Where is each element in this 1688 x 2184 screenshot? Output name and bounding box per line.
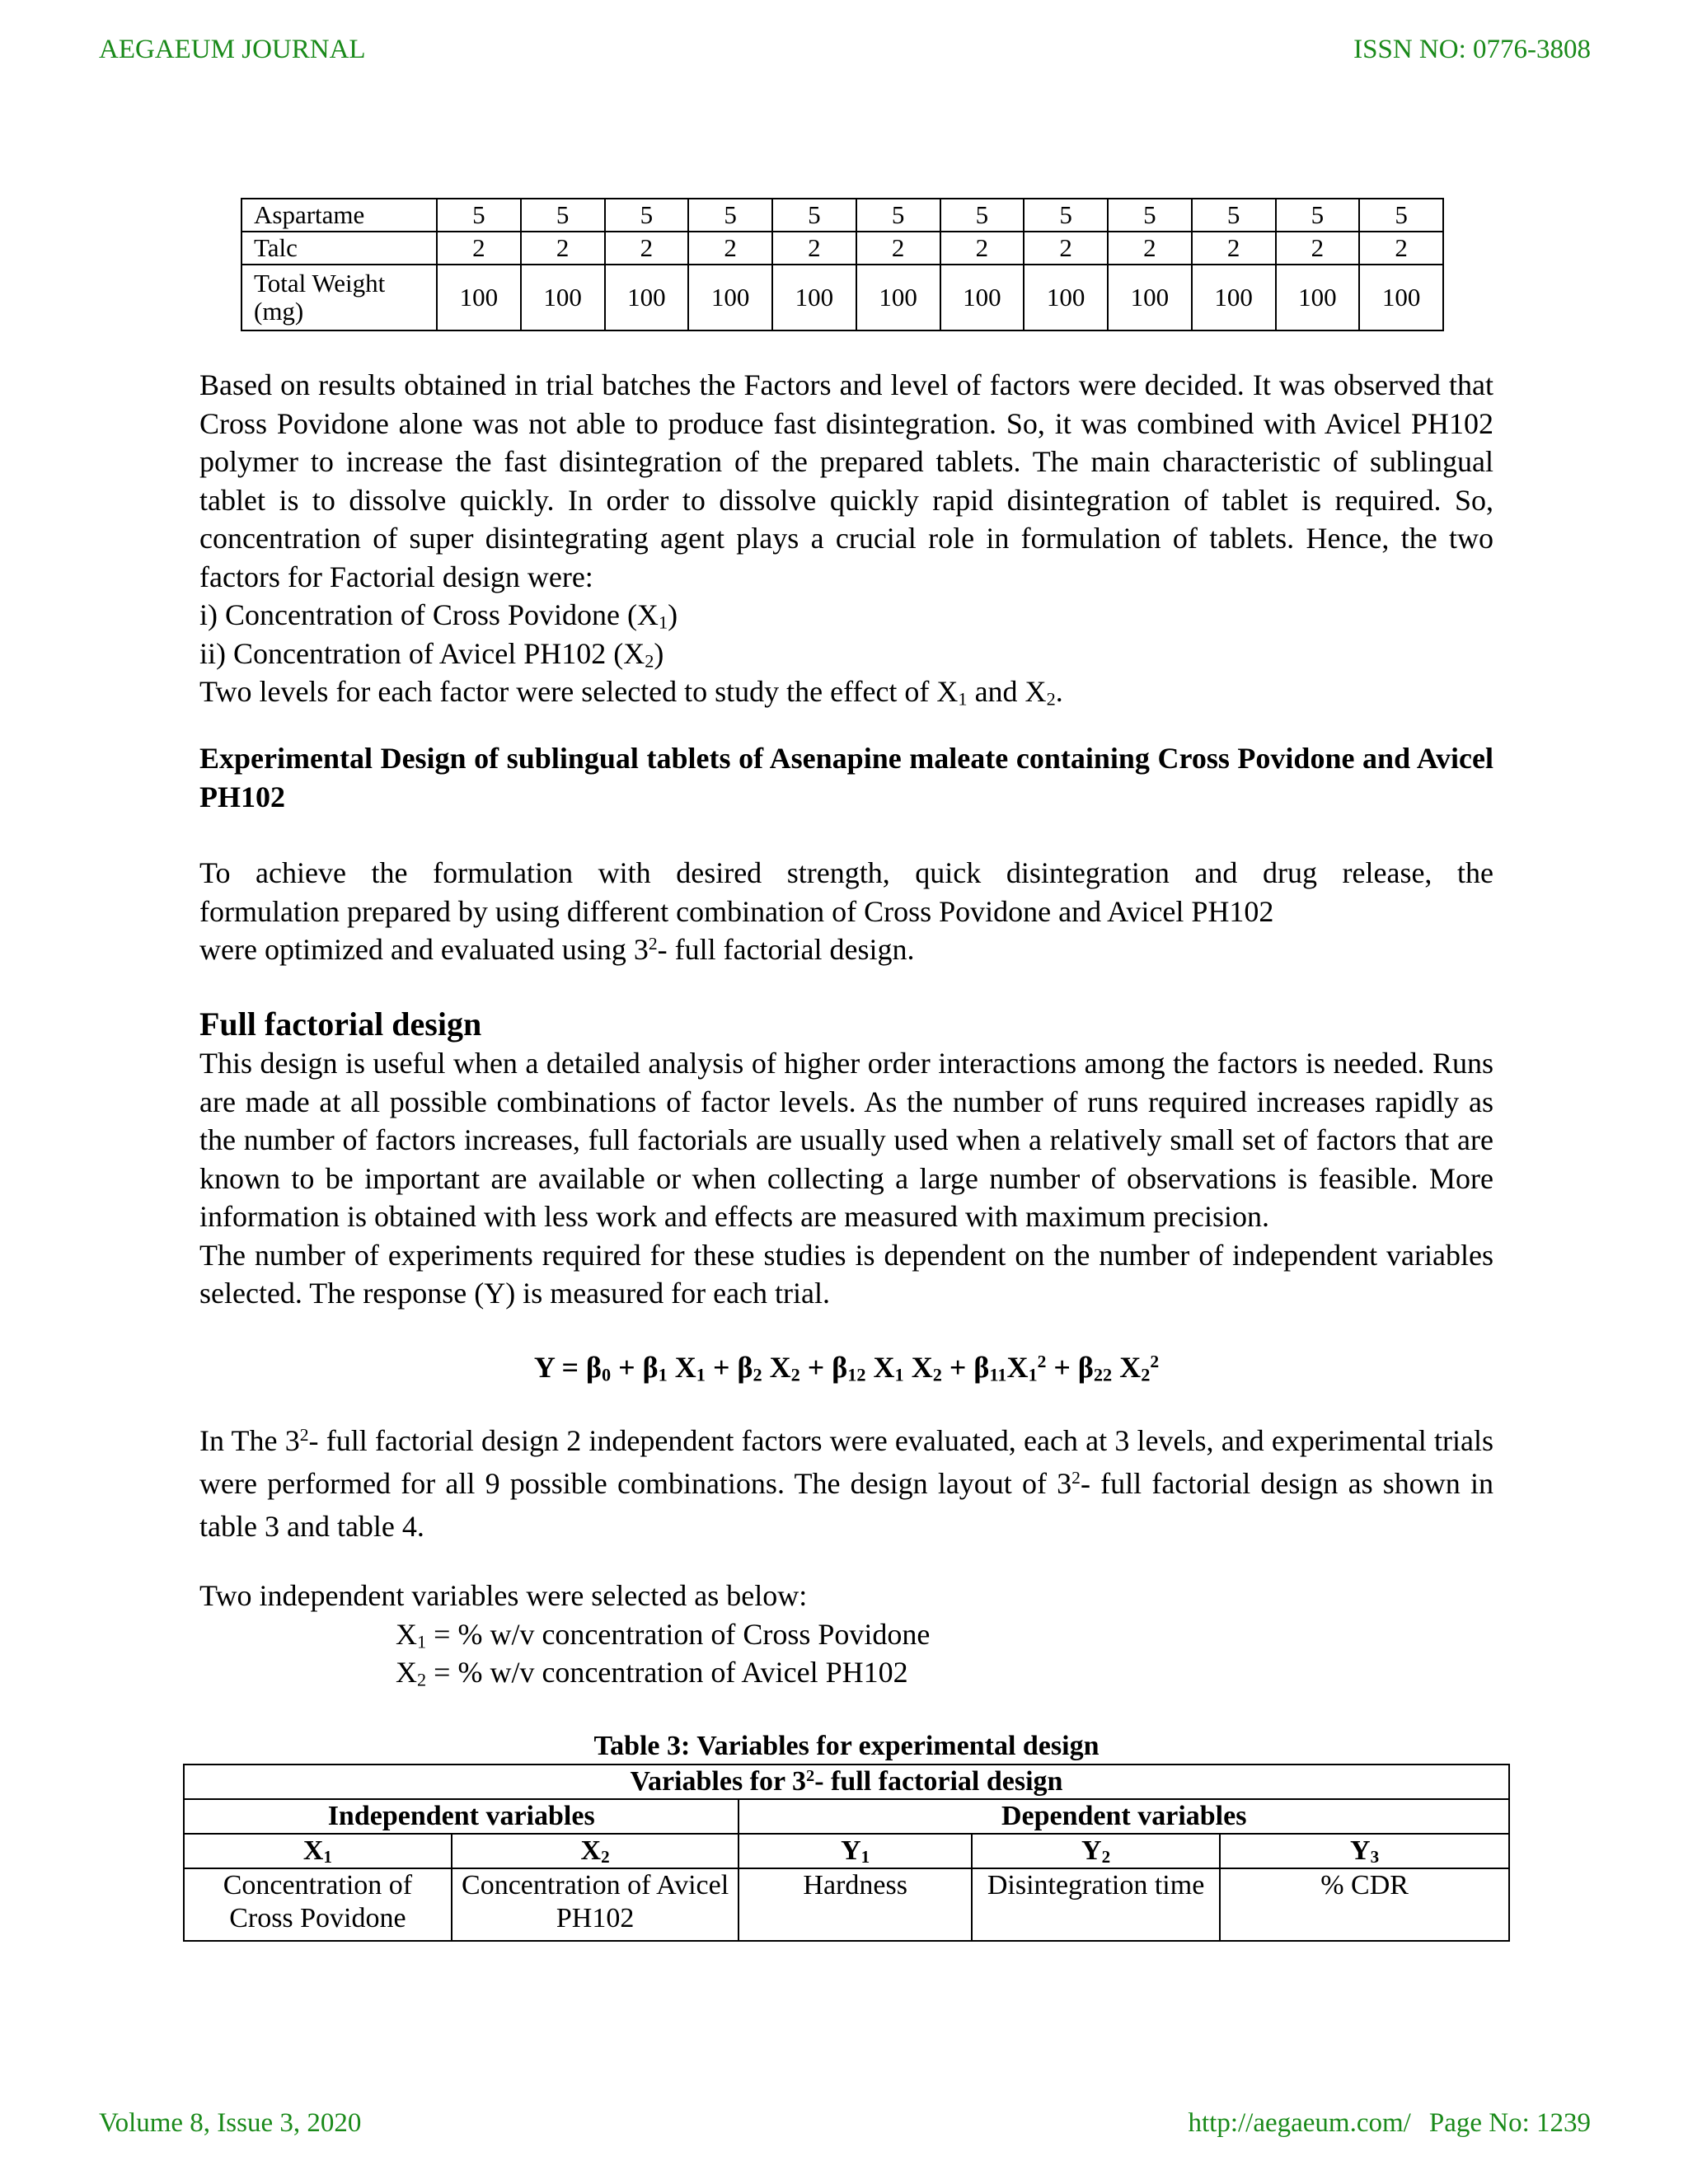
variable-symbol (738, 1834, 972, 1868)
variable-symbol (1220, 1834, 1509, 1868)
row-value: 100 (688, 265, 772, 330)
row-value: 100 (437, 265, 521, 330)
row-value: 5 (605, 199, 689, 232)
eq-part: Y = β (533, 1351, 602, 1384)
row-value: 100 (1108, 265, 1192, 330)
eq-part: + β (799, 1351, 848, 1384)
experiments-text: The number of experiments required for these studies is dependent on the number of independent variables selected. The response (Y) is measured for each trial. (199, 1238, 1493, 1310)
subscript: 1 (417, 1630, 427, 1652)
subscript: 2 (645, 649, 654, 671)
variable-description: Hardness (738, 1868, 972, 1941)
row-value: 2 (1359, 232, 1443, 265)
superscript: 2 (805, 1766, 815, 1785)
independent-variables-header: Independent variables (184, 1799, 738, 1834)
symbol-letter: X (580, 1835, 602, 1866)
issn-number: ISSN NO: 0776-3808 (1353, 35, 1591, 64)
eq-sub: 12 (847, 1364, 866, 1385)
row-value: 2 (772, 232, 856, 265)
variable-description: Disintegration time (972, 1868, 1220, 1941)
formulation-line-2: formulation prepared by using different combination of Cross Povidone and Avicel PH102 (199, 894, 1274, 928)
row-label: Aspartame (241, 199, 437, 232)
row-value: 2 (1276, 232, 1360, 265)
row-value: 2 (688, 232, 772, 265)
levels-text-a: Two levels for each factor were selected to study the effect of X (199, 675, 959, 708)
superscript: 2 (299, 1425, 309, 1446)
eq-part: X (762, 1351, 791, 1384)
formulation-table (241, 198, 1444, 331)
var-text: = % w/v concentration of Avicel PH102 (426, 1656, 908, 1689)
factor-item-1: i) Concentration of Cross Povidone $(X_1)$ (199, 598, 678, 633)
full-factorial-text: This design is useful when a detailed analysis of higher order interactions among the factors is needed. Runs are made at all possible combinations of factor levels. As the number of runs required increases rapidly as the number of factors increases, full factorials are usually used when a relatively small set of factors that are known to be important are available or when collecting a large number of observations is feasible. More information is obtained with less work and effects are measured with maximum precision. (199, 1047, 1493, 1233)
paragraph-formulation (199, 854, 1493, 969)
eq-sub: 2 (753, 1364, 762, 1385)
table3-symbol-row (184, 1834, 1509, 1868)
layout-text-c: - full factorial design as shown in table 3 and table 4. (199, 1467, 1493, 1543)
eq-sub: 2 (1141, 1364, 1151, 1385)
row-value: 100 (1359, 265, 1443, 330)
formulation-line-3b: - full factorial design. (657, 933, 915, 966)
table3-header-row (184, 1765, 1509, 1799)
row-value: 5 (521, 199, 605, 232)
volume-info: Volume 8, Issue 3, 2020 (99, 2108, 362, 2138)
subscript: 2 (1101, 1847, 1111, 1868)
table3-description-row (184, 1868, 1509, 1941)
paragraph-full-factorial (199, 1044, 1493, 1313)
page-number: Page No: 1239 (1428, 2108, 1591, 2138)
variable-x2 (199, 1653, 1493, 1692)
eq-part: X (865, 1351, 895, 1384)
row-value: 5 (1359, 199, 1443, 232)
var-symbol: X (396, 1617, 417, 1651)
eq-part: + β (611, 1351, 659, 1384)
subscript: 3 (1370, 1847, 1380, 1868)
factor-item-2: ii) Concentration of Avicel PH102 $(X_2)$ (199, 636, 664, 671)
layout-text-a: In The 3 (199, 1424, 300, 1457)
journal-name: AEGAEUM JOURNAL (99, 35, 366, 64)
eq-part: X (1006, 1351, 1029, 1384)
page-footer (99, 2108, 1591, 2139)
row-value: 5 (772, 199, 856, 232)
subscript: 1 (323, 1847, 332, 1868)
row-value: 5 (856, 199, 940, 232)
variable-symbol (452, 1834, 739, 1868)
eq-part: + β (941, 1351, 990, 1384)
subscript: 2 (417, 1669, 427, 1690)
row-value: 2 (605, 232, 689, 265)
eq-part: X (667, 1351, 696, 1384)
row-value: 5 (1276, 199, 1360, 232)
eq-sub: 1 (696, 1364, 706, 1385)
eq-part: + β (1046, 1351, 1094, 1384)
variable-symbol (184, 1834, 452, 1868)
row-value: 2 (1108, 232, 1192, 265)
row-value: 2 (940, 232, 1025, 265)
eq-sub: 1 (658, 1364, 668, 1385)
row-value: 5 (688, 199, 772, 232)
row-value: 5 (1192, 199, 1276, 232)
paragraph-independent-variables (199, 1577, 1493, 1692)
row-value: 5 (940, 199, 1025, 232)
eq-sub: 2 (932, 1364, 942, 1385)
row-value: 2 (856, 232, 940, 265)
formulation-row (241, 199, 1443, 232)
table3-header (184, 1765, 1509, 1799)
eq-sub: 11 (989, 1364, 1007, 1385)
table3-header-b: - full factorial design (814, 1766, 1063, 1797)
formulation-table-body (241, 199, 1443, 330)
table3-group-row (184, 1799, 1509, 1834)
var-text: = % w/v concentration of Cross Povidone (426, 1617, 931, 1651)
formulation-row (241, 232, 1443, 265)
eq-sub: 1 (1028, 1364, 1038, 1385)
eq-sub: 2 (790, 1364, 800, 1385)
table3 (183, 1764, 1510, 1942)
formulation-line-3a: were optimized and evaluated using 3 (199, 933, 649, 966)
row-value: 2 (1024, 232, 1108, 265)
levels-text-b: and X (967, 675, 1047, 708)
eq-sub: 1 (894, 1364, 904, 1385)
row-value: 2 (437, 232, 521, 265)
row-value: 2 (1192, 232, 1276, 265)
page-header (99, 35, 1591, 65)
row-value: 100 (1192, 265, 1276, 330)
eq-part: X (903, 1351, 933, 1384)
symbol-letter: X (302, 1835, 324, 1866)
table3-title: Table 3: Variables for experimental design (593, 1731, 1100, 1761)
formulation-row (241, 265, 1443, 330)
eq-sub: 22 (1093, 1364, 1113, 1385)
variable-description: % CDR (1220, 1868, 1509, 1941)
var-symbol: X (396, 1656, 417, 1689)
subscript: 1 (958, 688, 968, 710)
row-value: 100 (1024, 265, 1108, 330)
levels-sentence: Two levels for each factor were selected to study the effect of $X_1$ and $X_2$. (199, 675, 1063, 710)
row-value: 5 (437, 199, 521, 232)
paragraph-design-layout (199, 1419, 1493, 1548)
row-value: 100 (772, 265, 856, 330)
eq-part: + β (705, 1351, 753, 1384)
heading-experimental-design: Experimental Design of sublingual tablets of Asenapine maleate containing Cross Povidone and Avicel PH102 (199, 742, 1493, 813)
variable-description: Concentration of Avicel PH102 (452, 1868, 739, 1941)
factor-item-2-text: ii) Concentration of Avicel PH102 (X (199, 636, 645, 670)
subscript: 1 (860, 1847, 870, 1868)
dependent-variables-header: Dependent variables (738, 1799, 1509, 1834)
row-value: 100 (521, 265, 605, 330)
table3-header-a: Variables for 3 (630, 1766, 806, 1797)
regression-equation (199, 1348, 1493, 1387)
subscript: 2 (601, 1847, 610, 1868)
eq-sup: 2 (1037, 1352, 1047, 1372)
row-value: 2 (521, 232, 605, 265)
subscript: 2 (1046, 688, 1056, 710)
eq-sub: 0 (602, 1364, 612, 1385)
row-value: 100 (856, 265, 940, 330)
superscript: 2 (648, 934, 658, 954)
formulation-line-1: To achieve the formulation with desired strength, quick disintegration and drug release, the (199, 856, 1493, 889)
row-label: Total Weight (mg) (241, 265, 437, 330)
row-value: 100 (940, 265, 1025, 330)
eq-part: X (1112, 1351, 1142, 1384)
symbol-letter: Y (841, 1835, 861, 1866)
eq-sup: 2 (1150, 1352, 1160, 1372)
row-value: 5 (1108, 199, 1192, 232)
formulation-line-3 (199, 930, 1493, 969)
variable-symbol (972, 1834, 1220, 1868)
factors-text: Based on results obtained in trial batches the Factors and level of factors were decided. It was observed that Cross Povidone alone was not able to produce fast disintegration. So, it was combined with Avicel PH102 polymer to increase the fast disintegration of the prepared tablets. The main characteristic of sublingual tablet is to dissolve quickly. In order to dissolve quickly rapid disintegration of tablet is required. So, concentration of super disintegrating agent plays a crucial role in formulation of tablets. Hence, the two factors for Factorial design were: (199, 368, 1493, 593)
layout-text-b: - full factorial design 2 independent factors were evaluated, each at 3 levels, and experimental trials were performed for all 9 possible combinations. The design layout of 3 (199, 1424, 1493, 1500)
symbol-letter: Y (1350, 1835, 1371, 1866)
factor-item-1-text: i) Concentration of Cross Povidone (X (199, 598, 659, 631)
journal-url: http://aegaeum.com/ (1188, 2108, 1411, 2138)
superscript: 2 (1071, 1468, 1081, 1488)
variable-x1 (199, 1615, 1493, 1654)
variables-intro: Two independent variables were selected as below: (199, 1579, 808, 1612)
row-value: 100 (605, 265, 689, 330)
subscript: 1 (658, 612, 668, 633)
symbol-letter: Y (1081, 1835, 1102, 1866)
row-value: 100 (1276, 265, 1360, 330)
paragraph-factors (199, 366, 1493, 711)
footer-right (1189, 2108, 1592, 2139)
heading-full-factorial: Full factorial design (199, 1005, 482, 1043)
row-label: Talc (241, 232, 437, 265)
row-value: 5 (1024, 199, 1108, 232)
variable-description: Concentration of Cross Povidone (184, 1868, 452, 1941)
